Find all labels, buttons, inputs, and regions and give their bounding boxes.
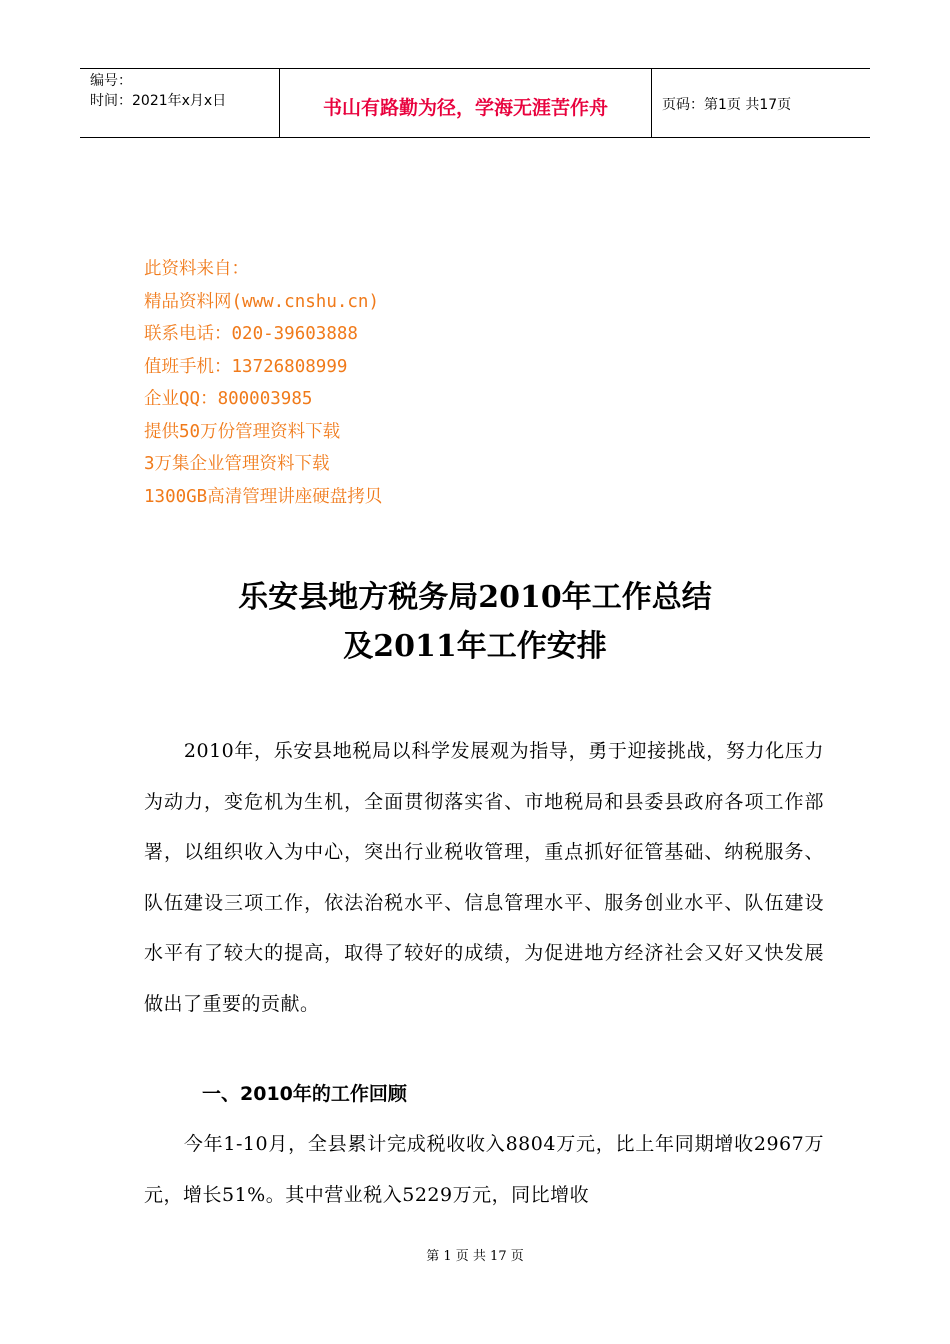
document-date: 时间：2021年x月x日 bbox=[90, 93, 227, 109]
body-section-intro bbox=[144, 726, 824, 1029]
source-line: 3万集企业管理资料下载 bbox=[144, 454, 330, 474]
source-line: 1300GB高清管理讲座硬盘拷贝 bbox=[144, 486, 383, 507]
source-info-block bbox=[144, 253, 382, 513]
body-section-review bbox=[144, 1119, 824, 1220]
paragraph: 2010年，乐安县地税局以科学发展观为指导，勇于迎接挑战，努力化压力为动力，变危机为生机，全面贯彻落实省、市地税局和县委县政府各项工作部署，以组织收入为中心，突出行业税收管理，重点抓好征管基础、纳税服务、队伍建设三项工作，依法治税水平、信息管理水平、服务创业水平、队伍建设水平有了较大的提高，取得了较好的成绩，为促进地方经济社会又好又快发展做出了重要的贡献。 bbox=[144, 740, 824, 1015]
header-motto: 书山有路勤为径，学海无涯苦作舟 bbox=[280, 69, 652, 137]
source-line: 此资料来自： bbox=[144, 259, 249, 279]
source-line: 联系电话：020-39603888 bbox=[144, 324, 358, 344]
source-line: 值班手机：13726808999 bbox=[144, 356, 348, 377]
source-line: 精品资料网(www.cnshu.cn) bbox=[144, 291, 380, 312]
header-meta bbox=[80, 69, 280, 137]
document-title: 乐安县地方税务局2010年工作总结 bbox=[238, 580, 712, 615]
page-footer: 第 1 页 共 17 页 bbox=[426, 1249, 524, 1264]
section-heading: 一、2010年的工作回顾 bbox=[202, 1083, 407, 1105]
header-page-info: 页码：第1页 共17页 bbox=[662, 97, 792, 113]
source-line: 企业QQ：800003985 bbox=[144, 389, 313, 409]
source-line: 提供50万份管理资料下载 bbox=[144, 421, 341, 442]
document-number: 编号： bbox=[90, 73, 132, 89]
document-subtitle: 及2011年工作安排 bbox=[343, 629, 607, 664]
paragraph: 今年1-10月，全县累计完成税收收入8804万元，比上年同期增收2967万元，增长51%。其中营业税入5229万元，同比增收 bbox=[144, 1133, 824, 1206]
header-table bbox=[80, 68, 870, 138]
